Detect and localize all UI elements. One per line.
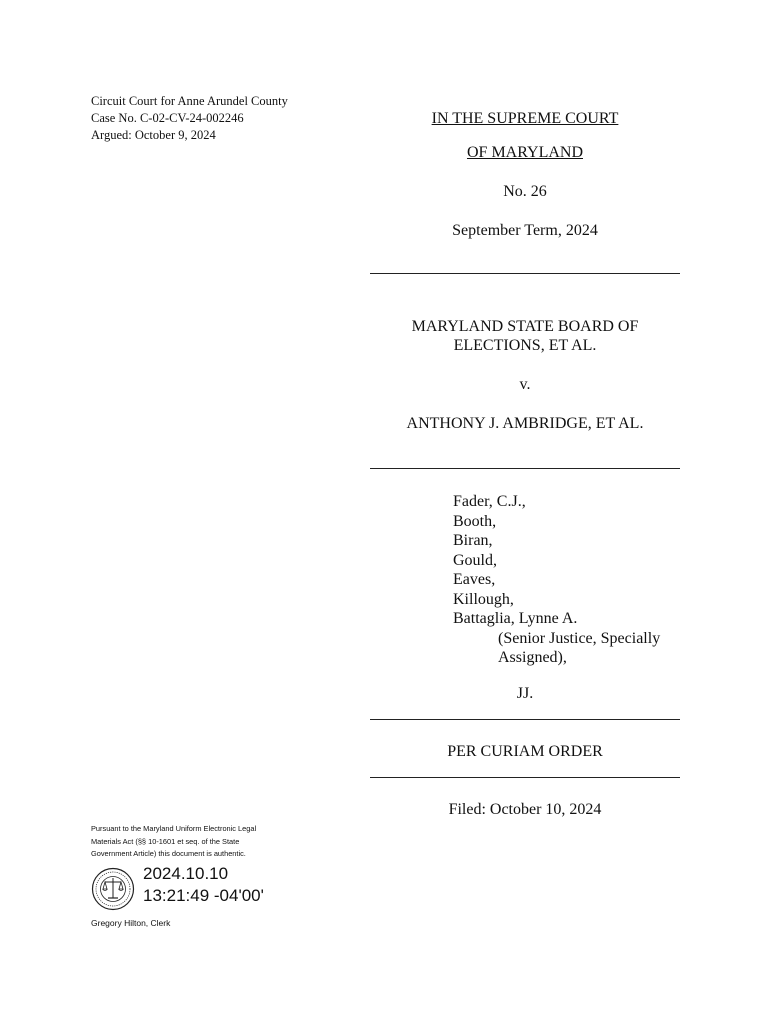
justice-name: Battaglia, Lynne A. <box>453 610 578 627</box>
justice-name: Biran, <box>453 532 493 549</box>
signature-time: 13:21:49 -04'00' <box>143 886 264 905</box>
justice-name: Killough, <box>453 590 514 608</box>
authentication-notice-line3: Government Article) this document is authentic. <box>91 849 246 858</box>
argued-date: Argued: October 9, 2024 <box>91 128 216 142</box>
justice-name: Fader, C.J., <box>453 493 526 510</box>
case-metadata <box>91 93 288 144</box>
authentication-notice-line1: Pursuant to the Maryland Uniform Electronic Legal <box>91 824 257 833</box>
appellant-line1: MARYLAND STATE BOARD OF <box>411 318 639 335</box>
justices-list <box>453 492 660 668</box>
versus: v. <box>519 376 531 393</box>
authentication-notice-line2: Materials Act (§§ 10-1601 et seq. of the State <box>91 836 240 846</box>
appellant-line2: ELECTIONS, ET AL. <box>453 337 597 354</box>
clerk-name: Gregory Hilton, Clerk <box>91 918 171 928</box>
docket-number: No. 26 <box>503 183 547 200</box>
justice-name: Booth, <box>453 512 497 530</box>
court-term: September Term, 2024 <box>452 222 598 239</box>
authentication-notice <box>91 823 281 861</box>
justice-name: Gould, <box>453 551 497 569</box>
divider-3 <box>370 719 680 720</box>
appellee: ANTHONY J. AMBRIDGE, ET AL. <box>406 415 644 432</box>
justice-name: Eaves, <box>453 571 496 588</box>
signature-timestamp <box>143 863 264 907</box>
divider-2 <box>370 468 680 469</box>
filed-date: Filed: October 10, 2024 <box>448 801 602 818</box>
court-of-origin: Circuit Court for Anne Arundel County <box>91 94 288 108</box>
senior-justice-note-line1: (Senior Justice, Specially <box>498 629 661 647</box>
case-number: Case No. C-02-CV-24-002246 <box>91 111 244 125</box>
signature-date: 2024.10.10 <box>143 864 229 883</box>
court-name-line2: OF MARYLAND <box>466 144 583 161</box>
justices-abbrev: JJ. <box>516 685 534 702</box>
senior-justice-note-line2: Assigned), <box>498 649 567 666</box>
court-name-line1: IN THE SUPREME COURT <box>431 110 619 127</box>
divider-4 <box>370 777 680 778</box>
court-seal-icon <box>91 867 135 911</box>
order-title: PER CURIAM ORDER <box>447 743 603 760</box>
divider-1 <box>370 273 680 274</box>
